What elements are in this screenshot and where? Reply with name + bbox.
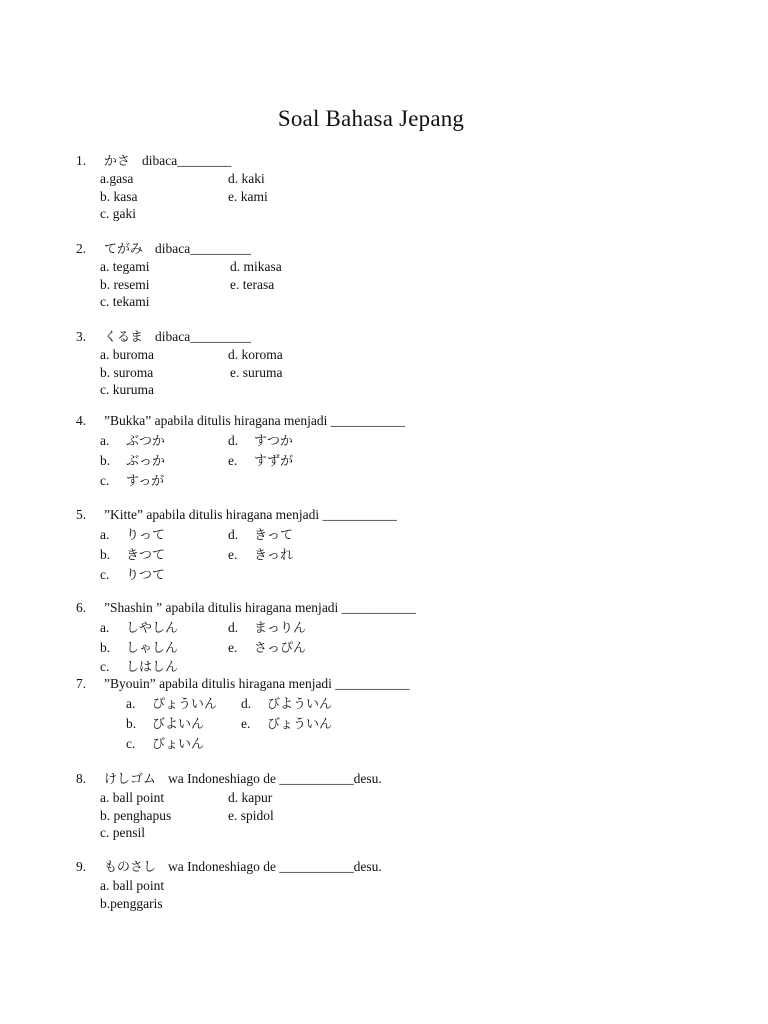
option-c[interactable]: c. pensil xyxy=(100,825,145,840)
option-e[interactable]: きっれ xyxy=(254,548,294,563)
question-6 xyxy=(76,600,416,676)
option-b[interactable]: b.penggaris xyxy=(100,895,163,911)
option-c[interactable]: c. kuruma xyxy=(100,382,154,397)
option-a[interactable]: a. ball point xyxy=(100,790,165,805)
option-a[interactable]: a. ball point xyxy=(100,878,165,893)
question-kana: くるま xyxy=(104,330,144,345)
question-3 xyxy=(76,326,283,399)
question-text: wa Indoneshiago de ___________desu. xyxy=(168,859,382,874)
question-1 xyxy=(76,150,268,223)
option-e[interactable]: すずが xyxy=(254,454,294,469)
option-a[interactable]: ぴょういん xyxy=(152,697,218,712)
question-9 xyxy=(76,856,382,912)
option-a[interactable]: a. buroma xyxy=(100,347,154,362)
option-b[interactable]: きつて xyxy=(126,548,166,563)
option-e[interactable]: e. spidol xyxy=(228,807,274,823)
option-d[interactable]: すつか xyxy=(254,434,294,449)
option-label: b. xyxy=(100,640,111,655)
option-d[interactable]: d. koroma xyxy=(228,347,283,362)
question-8 xyxy=(76,768,382,842)
question-kana: ものさし xyxy=(104,860,157,875)
option-d[interactable]: d. kapur xyxy=(228,790,273,805)
page-title: Soal Bahasa Jepang xyxy=(277,106,465,131)
option-e[interactable]: e. terasa xyxy=(230,276,275,292)
question-7 xyxy=(76,676,410,754)
question-number: 3. xyxy=(76,329,87,344)
question-number: 7. xyxy=(76,676,87,691)
option-c[interactable]: りつて xyxy=(126,568,166,583)
question-4 xyxy=(76,413,405,491)
option-a[interactable]: しやしん xyxy=(126,621,179,636)
option-label: d. xyxy=(228,527,239,542)
question-text: ”Byouin” apabila ditulis hiragana menjadi ___________ xyxy=(104,676,410,691)
option-c[interactable]: c. tekami xyxy=(100,294,150,309)
option-label: c. xyxy=(126,736,136,751)
question-text: dibaca_________ xyxy=(155,329,251,344)
question-text: dibaca_________ xyxy=(155,241,251,256)
option-label: a. xyxy=(100,620,110,635)
question-text: wa Indoneshiago de ___________desu. xyxy=(168,771,382,786)
option-c[interactable]: しはしん xyxy=(126,660,179,675)
option-b[interactable]: b. suroma xyxy=(100,364,154,380)
question-2 xyxy=(76,238,282,311)
option-label: b. xyxy=(100,547,111,562)
option-a[interactable]: ぶつか xyxy=(126,434,166,449)
question-text: ”Bukka” apabila ditulis hiragana menjadi ___________ xyxy=(104,413,406,428)
option-b[interactable]: b. resemi xyxy=(100,276,150,292)
option-label: e. xyxy=(241,716,251,731)
option-b[interactable]: ぶっか xyxy=(126,454,166,469)
option-e[interactable]: e. suruma xyxy=(230,364,283,380)
option-label: e. xyxy=(228,640,238,655)
question-number: 4. xyxy=(76,413,87,428)
question-5 xyxy=(76,507,397,585)
option-d[interactable]: きって xyxy=(254,528,294,543)
option-e[interactable]: びょういん xyxy=(267,717,333,732)
question-kana: けしゴム xyxy=(104,772,157,787)
question-number: 1. xyxy=(76,153,87,168)
question-text: ”Shashin ” apabila ditulis hiragana menjadi ___________ xyxy=(104,600,416,615)
option-label: c. xyxy=(100,659,110,674)
option-label: c. xyxy=(100,473,110,488)
option-a[interactable]: a.gasa xyxy=(100,171,134,186)
option-d[interactable]: びよういん xyxy=(267,697,333,712)
question-kana: かさ xyxy=(104,154,131,169)
option-c[interactable]: すっが xyxy=(126,474,165,489)
option-label: d. xyxy=(228,620,239,635)
option-d[interactable]: まっりん xyxy=(254,621,307,636)
option-label: e. xyxy=(228,453,238,468)
option-b[interactable]: b. penghapus xyxy=(100,807,172,823)
option-b[interactable]: びよいん xyxy=(152,717,205,732)
option-label: a. xyxy=(100,433,110,448)
option-label: d. xyxy=(228,433,239,448)
option-label: b. xyxy=(126,716,137,731)
option-b[interactable]: しゃしん xyxy=(126,641,179,656)
question-number: 2. xyxy=(76,241,87,256)
option-label: b. xyxy=(100,453,111,468)
question-text: dibaca________ xyxy=(142,153,232,168)
question-number: 9. xyxy=(76,859,87,874)
option-label: c. xyxy=(100,567,110,582)
option-d[interactable]: d. kaki xyxy=(228,171,265,186)
option-e[interactable]: さっぴん xyxy=(254,641,307,656)
question-text: ”Kitte” apabila ditulis hiragana menjadi ___________ xyxy=(104,507,397,522)
option-a[interactable]: a. tegami xyxy=(100,259,150,274)
option-d[interactable]: d. mikasa xyxy=(230,259,282,274)
option-label: a. xyxy=(126,696,136,711)
option-b[interactable]: b. kasa xyxy=(100,188,138,204)
option-label: a. xyxy=(100,527,110,542)
option-c[interactable]: c. gaki xyxy=(100,206,136,221)
option-label: d. xyxy=(241,696,252,711)
question-number: 8. xyxy=(76,771,87,786)
question-number: 5. xyxy=(76,507,87,522)
option-c[interactable]: びょいん xyxy=(152,737,205,752)
question-kana: てがみ xyxy=(104,242,144,257)
option-label: e. xyxy=(228,547,238,562)
option-a[interactable]: りって xyxy=(126,528,166,543)
question-number: 6. xyxy=(76,600,87,615)
option-e[interactable]: e. kami xyxy=(228,188,268,204)
